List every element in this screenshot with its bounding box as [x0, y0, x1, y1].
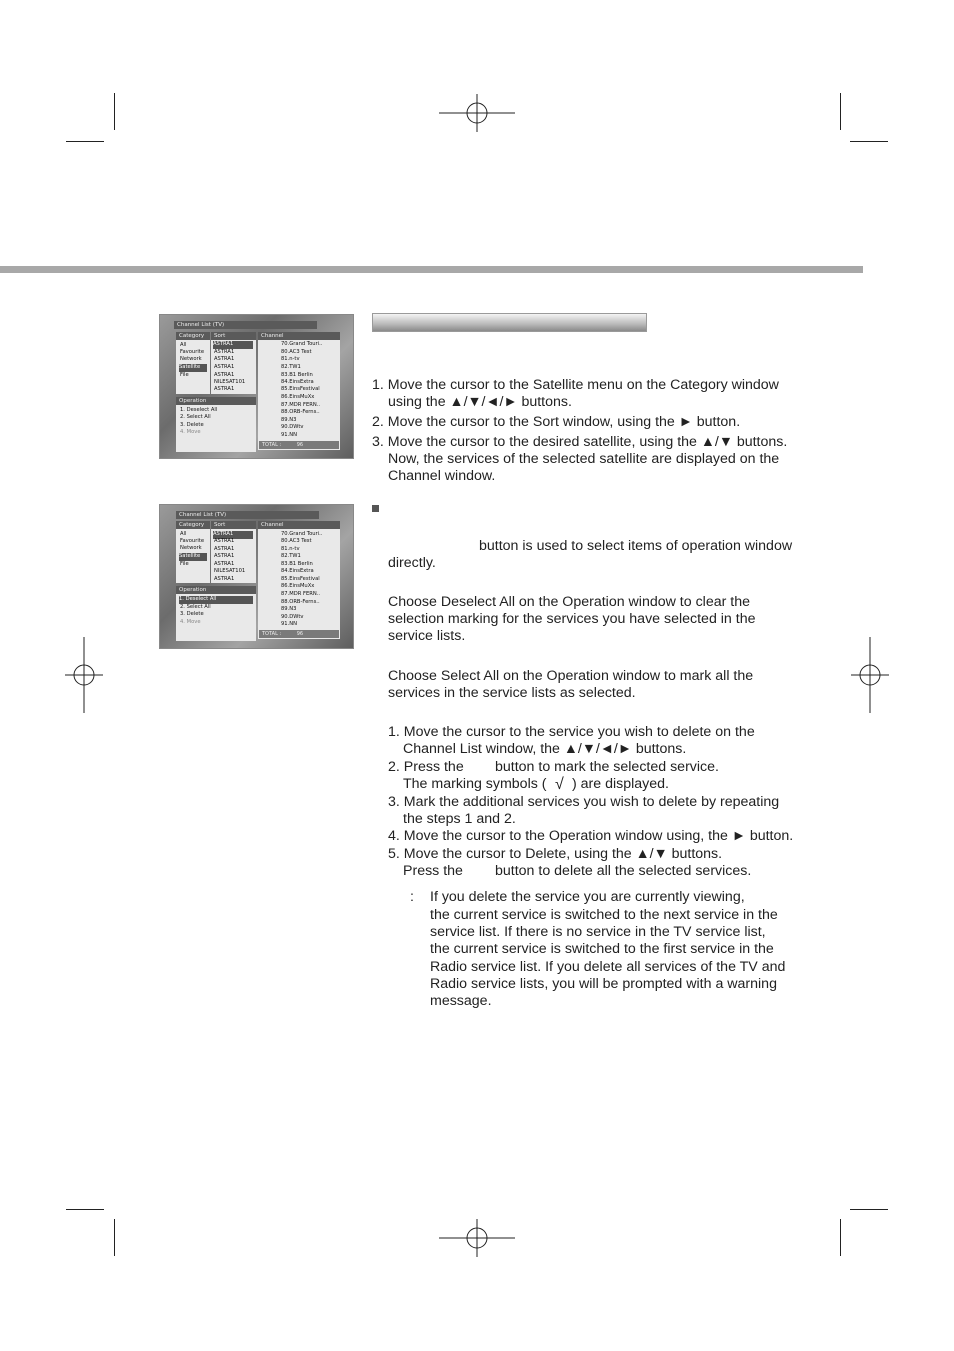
channel-item: 90.DWtv: [281, 424, 304, 430]
channel-item: 90.DWtv: [281, 614, 304, 620]
channel-item: 91.NN: [281, 621, 298, 627]
channel-item: 81.n-tv: [281, 356, 300, 362]
sort-item: ASTRA1: [214, 349, 235, 355]
note-text: message.: [430, 993, 492, 1009]
operation-item: 3. Delete: [180, 422, 204, 428]
category-item: All: [180, 531, 187, 537]
note-text: Radio service list. If you delete all services of the TV and: [430, 959, 786, 975]
channel-header: Channel: [258, 521, 340, 529]
deselect-text: service lists.: [388, 628, 466, 644]
channel-item: 84.EinsExtra: [281, 568, 314, 574]
operation-item-selected: 1. Deselect All: [179, 596, 253, 604]
channel-item: 88.ORB-Ferns..: [281, 599, 320, 605]
channel-item: 84.EinsExtra: [281, 379, 314, 385]
category-item: All: [180, 342, 187, 348]
delete-step: 4. Move the cursor to the Operation window using, the ► button.: [388, 828, 794, 844]
select-all-text: services in the service lists as selected.: [388, 685, 636, 701]
channel-item: 91.NN: [281, 432, 298, 438]
operation-item: 2. Select All: [180, 604, 211, 610]
channel-item: 82.TW1: [281, 364, 301, 370]
crop-mark: [840, 93, 841, 130]
deselect-text: selection marking for the services you have selected in the: [388, 611, 756, 627]
channel-item: 82.TW1: [281, 553, 301, 559]
section-title-bar: [372, 313, 647, 332]
operation-item: 3. Delete: [180, 611, 204, 617]
total-count: TOTAL : 96: [259, 630, 339, 638]
channel-item: 80.AC3 Test: [281, 349, 312, 355]
category-item: Network: [180, 545, 202, 551]
operation-item: 1. Deselect All: [180, 407, 218, 413]
crop-mark: [850, 1209, 888, 1210]
registration-mark-icon: [65, 637, 103, 713]
crop-mark: [114, 93, 115, 130]
delete-step: 5. Move the cursor to Delete, using the ▲/▼ buttons.: [388, 846, 723, 862]
delete-step: ) are displayed.: [572, 776, 669, 792]
channel-item: 88.ORB-Ferns..: [281, 409, 320, 415]
channel-item: 70.Grand Touri..: [281, 341, 323, 347]
channel-item: 87.MDR FERN..: [281, 402, 321, 408]
step-text: 3. Move the cursor to the desired satellite, using the ▲/▼ buttons.: [372, 434, 788, 450]
channel-item: 85.EinsFestival: [281, 386, 320, 392]
channel-item: 80.AC3 Test: [281, 538, 312, 544]
sort-header: Sort: [211, 332, 256, 340]
operation-item-disabled: 4. Move: [180, 429, 201, 435]
channel-item: 87.MDR FERN..: [281, 591, 321, 597]
step-text: Now, the services of the selected satellite are displayed on the: [388, 451, 780, 467]
note-text: service list. If there is no service in the TV service list,: [430, 924, 766, 940]
delete-step: button to mark the selected service.: [495, 759, 719, 775]
category-item-selected: Satellite: [179, 553, 207, 561]
registration-mark-icon: [851, 637, 889, 713]
sort-item: ASTRA1: [214, 553, 235, 559]
channel-item: 89.N3: [281, 417, 297, 423]
note-colon: :: [410, 889, 414, 905]
channel-item: 85.EinsFestival: [281, 576, 320, 582]
category-item: Favourite: [180, 349, 205, 355]
note-text: the current service is switched to the next service in the: [430, 907, 778, 923]
category-header: Category: [176, 521, 210, 529]
note-text: Radio service lists, you will be prompted with a warning: [430, 976, 777, 992]
crop-mark: [66, 1209, 104, 1210]
delete-step: 1. Move the cursor to the service you wish to delete on the: [388, 724, 755, 740]
sort-item: NILESAT101: [214, 568, 246, 574]
category-item: File: [180, 372, 189, 378]
delete-step: The marking symbols (: [403, 776, 547, 792]
channel-item: 70.Grand Touri..: [281, 531, 323, 537]
sort-item: ASTRA1: [214, 538, 235, 544]
header-rule: [0, 266, 863, 273]
operation-item-disabled: 4. Move: [180, 619, 201, 625]
operation-header: Operation: [176, 397, 256, 405]
crop-mark: [850, 141, 888, 142]
note-text: the current service is switched to the first service in the: [430, 941, 774, 957]
crop-mark: [114, 1219, 115, 1256]
checkmark-icon: √: [555, 776, 564, 793]
screen-title: Channel List (TV): [174, 321, 317, 329]
channel-item: 86.EinsMuXx: [281, 583, 315, 589]
step-text: Channel window.: [388, 468, 496, 484]
operation-text: directly.: [388, 555, 436, 571]
delete-step: 3. Mark the additional services you wish to delete by repeating: [388, 794, 780, 810]
select-all-text: Choose Select All on the Operation window to mark all the: [388, 668, 754, 684]
channel-item: 83.B1 Berlin: [281, 561, 313, 567]
category-item: File: [180, 561, 189, 567]
channel-item: 81.n-tv: [281, 546, 300, 552]
category-header: Category: [176, 332, 210, 340]
bullet-square-icon: [372, 505, 379, 512]
sort-item: ASTRA1: [214, 546, 235, 552]
screen-title: Channel List (TV): [176, 511, 319, 519]
registration-mark-icon: [439, 94, 515, 132]
sort-item: ASTRA1: [214, 372, 235, 378]
deselect-text: Choose Deselect All on the Operation window to clear the: [388, 594, 750, 610]
delete-step: Press the: [403, 863, 463, 879]
channel-header: Channel: [258, 332, 340, 340]
sort-header: Sort: [211, 521, 256, 529]
sort-item: ASTRA1: [214, 356, 235, 362]
delete-step: the steps 1 and 2.: [403, 811, 516, 827]
total-count: TOTAL : 96: [259, 441, 339, 449]
channel-item: 86.EinsMuXx: [281, 394, 315, 400]
channel-item: 89.N3: [281, 606, 297, 612]
sort-item-selected: ASTRA1: [213, 341, 253, 349]
operation-item: 2. Select All: [180, 414, 211, 420]
step-text: using the ▲/▼/◄/► buttons.: [388, 394, 572, 410]
sort-item: ASTRA1: [214, 364, 235, 370]
screenshot-channel-list-operation: [159, 504, 354, 649]
crop-mark: [840, 1219, 841, 1256]
operation-text: button is used to select items of operation window: [479, 538, 793, 554]
delete-step: button to delete all the selected services.: [495, 863, 752, 879]
category-item: Favourite: [180, 538, 205, 544]
note-text: If you delete the service you are currently viewing,: [430, 889, 745, 905]
delete-step: Channel List window, the ▲/▼/◄/► buttons.: [403, 741, 687, 757]
operation-header: Operation: [176, 586, 256, 594]
sort-item-selected: ASTRA1: [213, 531, 253, 539]
sort-item: ASTRA1: [214, 561, 235, 567]
sort-item: ASTRA1: [214, 576, 235, 582]
registration-mark-icon: [439, 1219, 515, 1257]
crop-mark: [66, 141, 104, 142]
category-item-selected: Satellite: [179, 364, 207, 372]
channel-item: 83.B1 Berlin: [281, 372, 313, 378]
category-item: Network: [180, 356, 202, 362]
sort-item: NILESAT101: [214, 379, 246, 385]
sort-item: ASTRA1: [214, 386, 235, 392]
step-text: 1. Move the cursor to the Satellite menu on the Category window: [372, 377, 779, 393]
screenshot-channel-list-satellite: [159, 314, 354, 459]
delete-step: 2. Press the: [388, 759, 464, 775]
step-text: 2. Move the cursor to the Sort window, using the ► button.: [372, 414, 741, 430]
